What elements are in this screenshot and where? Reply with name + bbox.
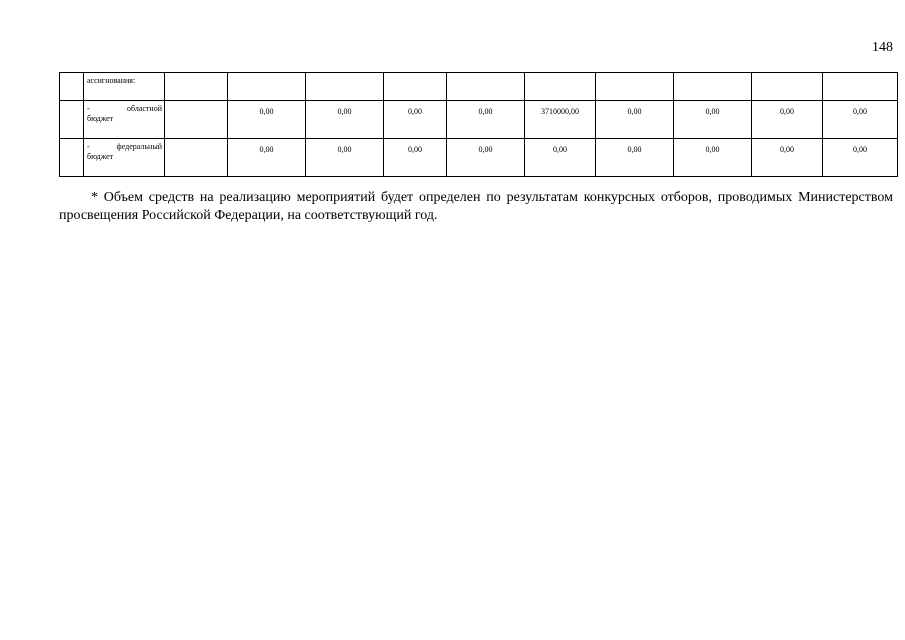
value-cell: 0,00 (384, 101, 447, 139)
label-dash: - (87, 104, 90, 113)
label-word: федеральный (116, 142, 162, 151)
index-cell (60, 73, 84, 101)
value-cell (165, 139, 228, 177)
value-cell: 0,00 (228, 101, 306, 139)
value-cell (165, 101, 228, 139)
value-cell (447, 73, 525, 101)
value-cell (384, 73, 447, 101)
value-cell: 0,00 (447, 101, 525, 139)
row-label (84, 139, 165, 177)
value-cell: 0,00 (384, 139, 447, 177)
value-cell: 0,00 (525, 139, 596, 177)
value-cell (823, 73, 898, 101)
value-cell: 0,00 (752, 139, 823, 177)
index-cell (60, 139, 84, 177)
page-number: 148 (872, 40, 893, 55)
value-cell: 0,00 (228, 139, 306, 177)
value-cell: 0,00 (752, 101, 823, 139)
value-cell: 0,00 (596, 101, 674, 139)
label-word: бюджет (87, 114, 114, 123)
value-cell (674, 73, 752, 101)
value-cell (752, 73, 823, 101)
value-cell (525, 73, 596, 101)
budget-table (59, 72, 898, 177)
table-row (60, 101, 898, 139)
value-cell: 0,00 (306, 101, 384, 139)
value-cell: 3710000,00 (525, 101, 596, 139)
row-label: ассигнования: (84, 73, 165, 101)
value-cell: 0,00 (306, 139, 384, 177)
value-cell: 0,00 (823, 101, 898, 139)
table-row (60, 139, 898, 177)
footnote: * Объем средств на реализацию мероприятий будет определен по результатам конкурсных отборов, проводимых Министерством просвещения Российской Федерации, на соответствующий год. (59, 190, 893, 223)
value-cell: 0,00 (447, 139, 525, 177)
label-word: бюджет (87, 152, 114, 161)
value-cell: 0,00 (674, 101, 752, 139)
value-cell: 0,00 (674, 139, 752, 177)
label-word: областной (126, 104, 162, 113)
value-cell (596, 73, 674, 101)
row-label (84, 101, 165, 139)
index-cell (60, 101, 84, 139)
table-row (60, 73, 898, 101)
value-cell (228, 73, 306, 101)
label-dash: - (87, 142, 90, 151)
value-cell (306, 73, 384, 101)
value-cell: 0,00 (596, 139, 674, 177)
value-cell: 0,00 (823, 139, 898, 177)
value-cell (165, 73, 228, 101)
